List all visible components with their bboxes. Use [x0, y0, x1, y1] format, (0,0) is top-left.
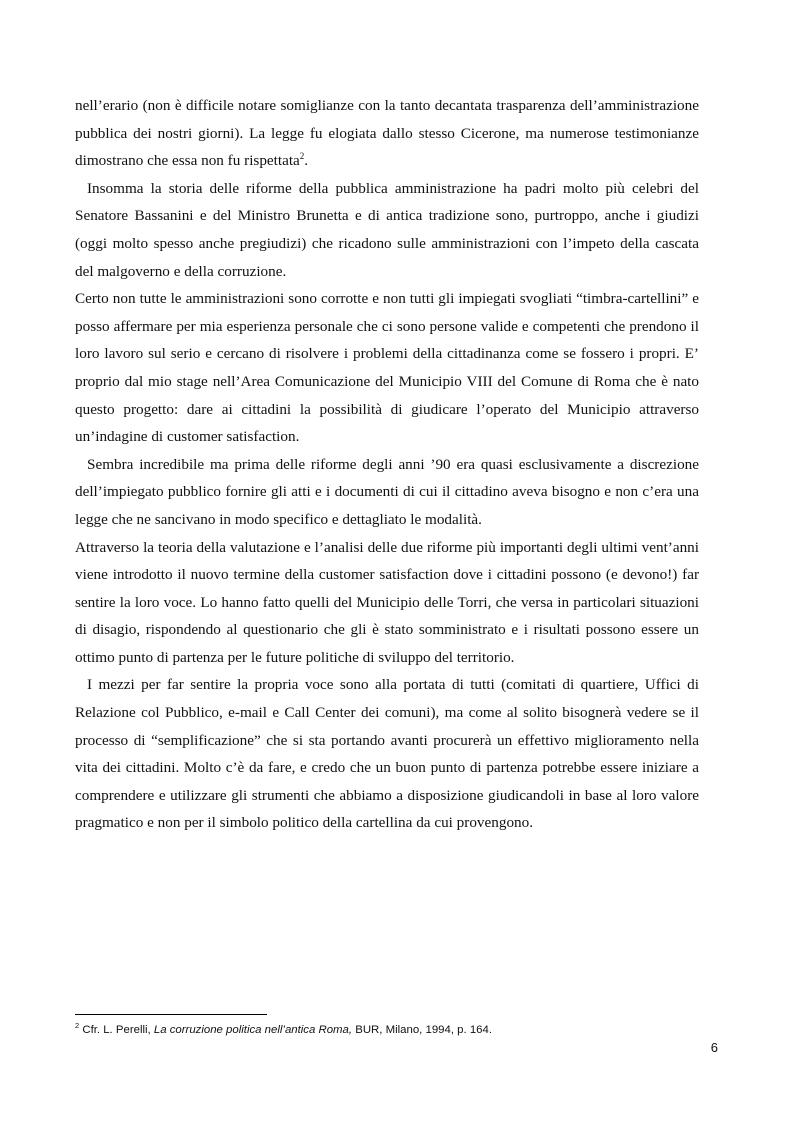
- paragraph-4: Sembra incredibile ma prima delle riforme degli anni ’90 era quasi esclusivamente a discrezione dell’impiegato pubblico fornire gli atti e i documenti di cui il cittadino aveva bisogno e non c’era una legge che ne sancivano in modo specifico e dettagliato le modalità.: [75, 455, 699, 528]
- footnote-prefix: Cfr. L. Perelli,: [79, 1024, 154, 1036]
- footnote-number: 2: [75, 1021, 80, 1031]
- paragraph-5: Attraverso la teoria della valutazione e l’analisi delle due riforme più importanti degli ultimi vent’anni viene introdotto il nuovo termine della customer satisfaction dove i cittadini possono (e devono!) far sentire la loro voce. Lo hanno fatto quelli del Municipio delle Torri, che versa in particolari situazioni di disagio, rispondendo al questionario che gli è stato somministrato e i risultati possono essere un ottimo punto di partenza per le future politiche di sviluppo del territorio.: [75, 538, 699, 666]
- footnote: [75, 1022, 699, 1038]
- footnote-suffix: BUR, Milano, 1994, p. 164.: [352, 1024, 492, 1036]
- footnote-title: La corruzione politica nell’antica Roma,: [153, 1024, 353, 1036]
- footnote-separator: [75, 1014, 267, 1015]
- paragraph-2: Insomma la storia delle riforme della pubblica amministrazione ha padri molto più celebri del Senatore Bassanini e del Ministro Brunetta e di antica tradizione sono, purtroppo, anche i giudizi (oggi molto spesso anche pregiudizi) che ricadono sulle amministrazioni con l’impeto della cascata del malgoverno e della corruzione.: [75, 179, 699, 280]
- paragraph-3: Certo non tutte le amministrazioni sono corrotte e non tutti gli impiegati svogliati “timbra-cartellini” e posso affermare per mia esperienza personale che ci sono persone valide e competenti che prendono il loro lavoro sul serio e cercano di risolvere i problemi della cittadinanza come se fossero i propri. E’ proprio dal mio stage nell’Area Comunicazione del Municipio VIII del Comune di Roma che è nato questo progetto: dare ai cittadini la possibilità di giudicare l’operato del Municipio attraverso un’indagine di customer satisfaction.: [75, 290, 699, 446]
- paragraph-1: nell’erario (non è difficile notare somiglianze con la tanto decantata trasparenza dell’amministrazione pubblica dei nostri giorni). La legge fu elogiata dallo stesso Cicerone, ma numerose testimonianze dimostrano che essa non fu rispettata$^2$.: [75, 97, 699, 170]
- body-text: [75, 92, 699, 837]
- paragraph-6: I mezzi per far sentire la propria voce sono alla portata di tutti (comitati di quartiere, Uffici di Relazione col Pubblico, e-mail e Call Center dei comuni), ma come al solito bisognerà vedere se il processo di “semplificazione” che si sta portando avanti procurerà un effettivo miglioramento nella vita dei cittadini. Molto c’è da fare, e credo che un buon punto di partenza potrebbe essere iniziare a comprendere e utilizzare gli strumenti che abbiamo a disposizione giudicandoli in base al loro valore pragmatico e non per il simbolo politico della cartellina da cui provengono.: [75, 676, 699, 832]
- page-number: 6: [710, 1040, 718, 1055]
- footnote-reference: 2: [299, 151, 305, 162]
